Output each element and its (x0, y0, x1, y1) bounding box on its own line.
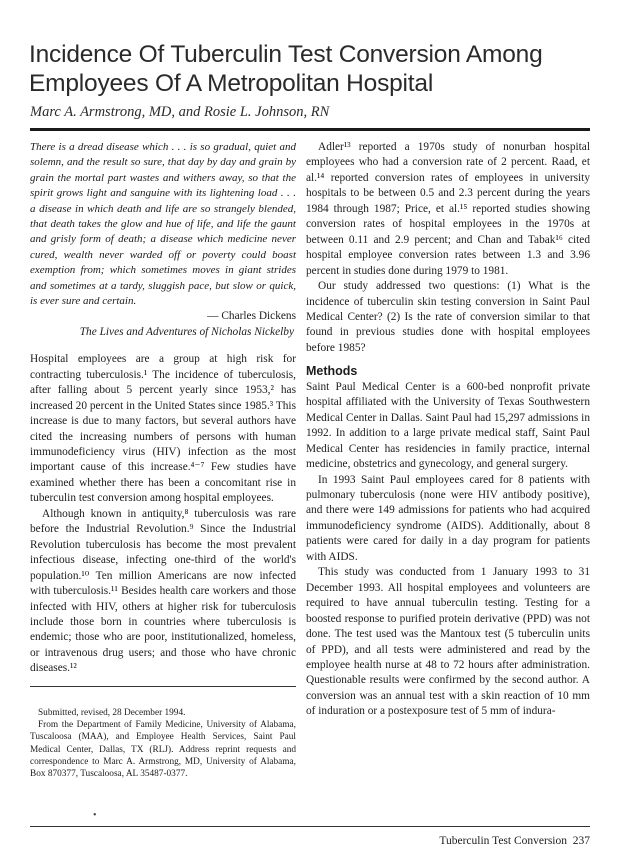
page-footer (300, 835, 590, 847)
stray-mark: • (93, 810, 97, 821)
page-number: 237 (572, 835, 590, 847)
body-paragraph: Saint Paul Medical Center is a 600-bed nonprofit private hospital affiliated with the University of Texas Southwestern Medical Center in Dallas. Saint Paul had 15,297 admissions in 1992. In addition to a large private medical staff, Saint Paul Medical Center has residencies in family practice, internal medicine, obstetrics and gynecology, and general surgery. (306, 380, 590, 471)
running-head: Tuberculin Test Conversion (439, 835, 567, 847)
footer-rule (30, 826, 590, 827)
right-column (306, 140, 590, 720)
left-column (30, 140, 296, 677)
footnote-submitted: Submitted, revised, 28 December 1994. (38, 708, 186, 718)
footnote-rule (30, 686, 296, 687)
body-paragraph: Although known in antiquity,⁸ tuberculosis was rare before the Industrial Revolution.⁹ Since the Industrial Revolution tuberculosis has become the most prevalent infectious disease, infecting one-third of the world's population.¹⁰ Ten million Americans are now infected with tuberculosis.¹¹ Besides health care workers and those infected with HIV, others at higher risk for tuberculosis include those born in countries where tuberculosis is endemic; those who are poor, institutionalized, homeless, or intravenous drug users; and those who have chronic diseases.¹² (30, 507, 296, 675)
body-paragraph: Adler¹³ reported a 1970s study of nonurban hospital employees who had a conversion rate of 2 percent. Raad, et al.¹⁴ reported conversion rates of employees in university hospitals to be between 0.5 and 2.3 percent during the years 1984 through 1987; Price, et al.¹⁵ reported studies showing conversion rates of hospital employees in the 1970s at between 0.11 and 2.9 percent; and Chan and Tabak¹⁶ cited hospital employee conversion rates between 1.3 and 3.96 percent in studies done during 1979 to 1981. (306, 141, 590, 277)
section-heading-methods: Methods (306, 364, 358, 379)
article-authors: Marc A. Armstrong, MD, and Rosie L. Johnson, RN (30, 104, 330, 120)
title-rule (30, 128, 590, 131)
epigraph-quote: There is a dread disease which . . . is so gradual, quiet and solemn, and the result so sure, that day by day and grain by grain the mortal part wastes and withers away, so that the spirit grows light and sanguine with its lightening load . . . a disease in which death and life are so strangely blended, that death takes the glow and hue of life, and life the gaunt and grisly form of death; a disease which medicine never cured, wealth never warded off or poverty could boast exemption from; which sometimes moves in giant strides and sometimes at a tardy, sluggish pace, but slow or quick, is ever sure and certain. (30, 141, 296, 308)
spacer (30, 340, 296, 352)
body-paragraph: Hospital employees are a group at high risk for contracting tuberculosis.¹ The incidence of tuberculosis, after falling about 5 percent yearly since 1953,² has increased 20 percent in the United States since 1985.³ This increase is due to many factors, but several authors have cited the increasing numbers of persons with human immunodeficiency virus (HIV) infection as the most important cause of this increase.⁴⁻⁷ Few studies have examined whether there has been a concomitant rise in tuberculin test conversion among hospital employees. (30, 353, 296, 505)
footnote-affiliation: From the Department of Family Medicine, University of Alabama, Tuscaloosa (MAA), and Employee Health Services, Saint Paul Medical Center, Dallas, TX (RLJ). Address reprint requests and correspondence to Marc A. Armstrong, MD, University of Alabama, Box 870377, Tuscaloosa, AL 35487-0377. (30, 720, 296, 780)
body-paragraph: In 1993 Saint Paul employees cared for 8 patients with pulmonary tuberculosis (none were HIV antibody positive), and there were 149 admissions for patients who had acquired immunodeficiency syndrome (AIDS). Additionally, about 8 patients were cared for daily in a day program for patients with AIDS. (306, 473, 590, 563)
article-title: Incidence Of Tuberculin Test Conversion Among Employees Of A Metropolitan Hospital (29, 41, 543, 97)
epigraph-attribution: — Charles Dickens (207, 310, 296, 323)
body-paragraph: This study was conducted from 1 January 1993 to 31 December 1993. All hospital employees and volunteers are required to have annual tuberculin testing. Testing for a boosted response to purified protein derivative (PPD) was not done. The test used was the Mantoux test (5 tuberculin units of PPD), and all tests were administered and read by the employee health nurse at 48 to 72 hours after administration. Questionable results were confirmed by the second author. A conversion was an annual test with a skin reaction of 10 mm of induration or a postexposure test of 5 mm of indura- (306, 566, 590, 718)
footnote (30, 707, 296, 780)
epigraph-source: The Lives and Adventures of Nicholas Nickelby (79, 325, 294, 338)
body-paragraph: Our study addressed two questions: (1) What is the incidence of tuberculin skin testing conversion in Saint Paul Medical Center? (2) Is the rate of conversion similar to that found in previous studies done with hospital employees before 1985? (306, 280, 590, 354)
